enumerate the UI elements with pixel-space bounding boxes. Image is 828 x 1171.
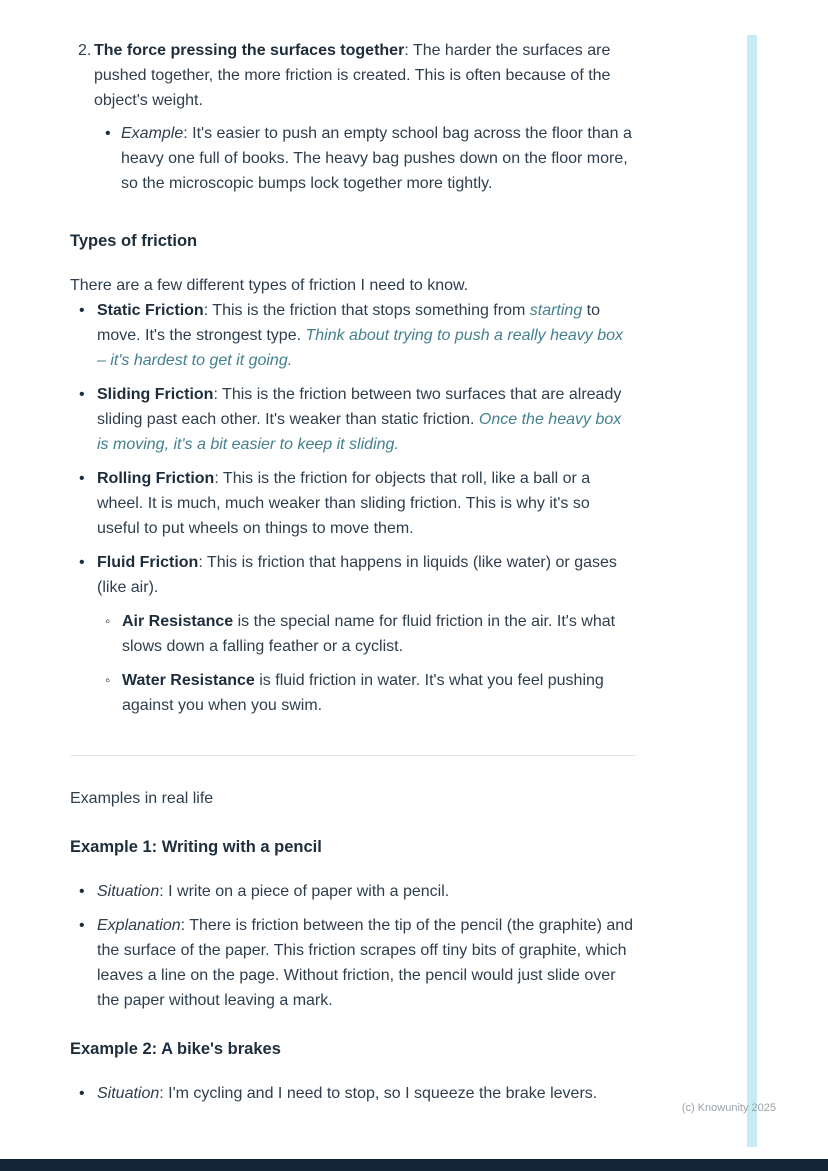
bullet-disc-icon: • <box>79 1085 85 1102</box>
heading-example-2: Example 2: A bike's brakes <box>70 1040 281 1058</box>
section-divider <box>70 755 636 756</box>
watermark-text: (c) Knowunity 2025 <box>681 1102 776 1114</box>
bullet-text: Water Resistance is fluid friction in water. It's what you feel pushing against you when you swim. <box>122 672 604 714</box>
bullet-text: Rolling Friction: This is the friction for objects that roll, like a ball or a wheel. It is much, much weaker than sliding friction. This is why it's so useful to put wheels on things to move them. <box>97 470 591 537</box>
bullet-text: Explanation: There is friction between the tip of the pencil (the graphite) and the surface of the paper. This friction scrapes off tiny bits of graphite, which leaves a line on the page. Without friction, the pencil would just slide over the paper without leaving a mark. <box>97 917 634 1009</box>
example2-list <box>70 1081 636 1106</box>
heading-types-of-friction: Types of friction <box>70 232 198 250</box>
bullet-circle-icon: ◦ <box>105 672 111 689</box>
bullet-item-situation-2 <box>70 1081 636 1106</box>
heading-example-1: Example 1: Writing with a pencil <box>70 838 322 856</box>
bullet-disc-icon: • <box>79 386 85 403</box>
bullet-item-sliding-friction <box>70 382 636 457</box>
bullet-disc-icon: • <box>105 125 111 142</box>
friction-types-list <box>70 298 636 727</box>
bullet-item-static-friction <box>70 298 636 373</box>
bullet-body <box>97 550 636 727</box>
paragraph-types-intro: There are a few different types of friction I need to know. <box>70 277 469 294</box>
scrollbar-thumb[interactable] <box>747 35 757 1147</box>
fluid-friction-sublist <box>97 609 636 718</box>
list-number: 2. <box>78 42 92 59</box>
paragraph-examples-intro: Examples in real life <box>70 790 214 807</box>
bullet-item-air-resistance <box>97 609 636 659</box>
bullet-disc-icon: • <box>79 917 85 934</box>
bullet-text: Air Resistance is the special name for fluid friction in the air. It's what slows down a falling feather or a cyclist. <box>122 613 616 655</box>
bullet-disc-icon: • <box>79 554 85 571</box>
bullet-disc-icon: • <box>79 470 85 487</box>
bullet-item-explanation-1 <box>70 913 636 1013</box>
example1-list <box>70 879 636 1013</box>
paragraph-force-pressing: The force pressing the surfaces together: The harder the surfaces are pushed together, the more friction is created. This is often because of the object's weight. <box>94 42 611 109</box>
numbered-item-body <box>94 38 636 205</box>
bullet-text: Example: It's easier to push an empty school bag across the floor than a heavy one full of books. The heavy bag pushes down on the floor more, so the microscopic bumps lock together more tightly. <box>121 125 632 192</box>
bullet-text: Static Friction: This is the friction that stops something from starting to move. It's the strongest type. Think about trying to push a really heavy box – it's hardest to get it going. <box>97 302 623 369</box>
bullet-disc-icon: • <box>79 302 85 319</box>
bullet-disc-icon: • <box>79 883 85 900</box>
bullet-item-rolling-friction <box>70 466 636 541</box>
bullet-item-situation-1 <box>70 879 636 904</box>
bottom-bar <box>0 1159 828 1171</box>
bullet-item-water-resistance <box>97 668 636 718</box>
bullet-text: Sliding Friction: This is the friction between two surfaces that are already sliding past each other. It's weaker than static friction. Once the heavy box is moving, it's a bit easier to keep it sliding. <box>97 386 622 453</box>
numbered-list-item <box>70 38 636 205</box>
note-content <box>70 38 636 1116</box>
bullet-circle-icon: ◦ <box>105 613 111 630</box>
bullet-item-fluid-friction <box>70 550 636 727</box>
bullet-text: Situation: I write on a piece of paper with a pencil. <box>97 883 450 900</box>
bullet-text: Fluid Friction: This is friction that happens in liquids (like water) or gases (like air). <box>97 554 617 596</box>
bullet-text: Situation: I'm cycling and I need to stop, so I squeeze the brake levers. <box>97 1085 598 1102</box>
bullet-item-example <box>94 121 636 196</box>
